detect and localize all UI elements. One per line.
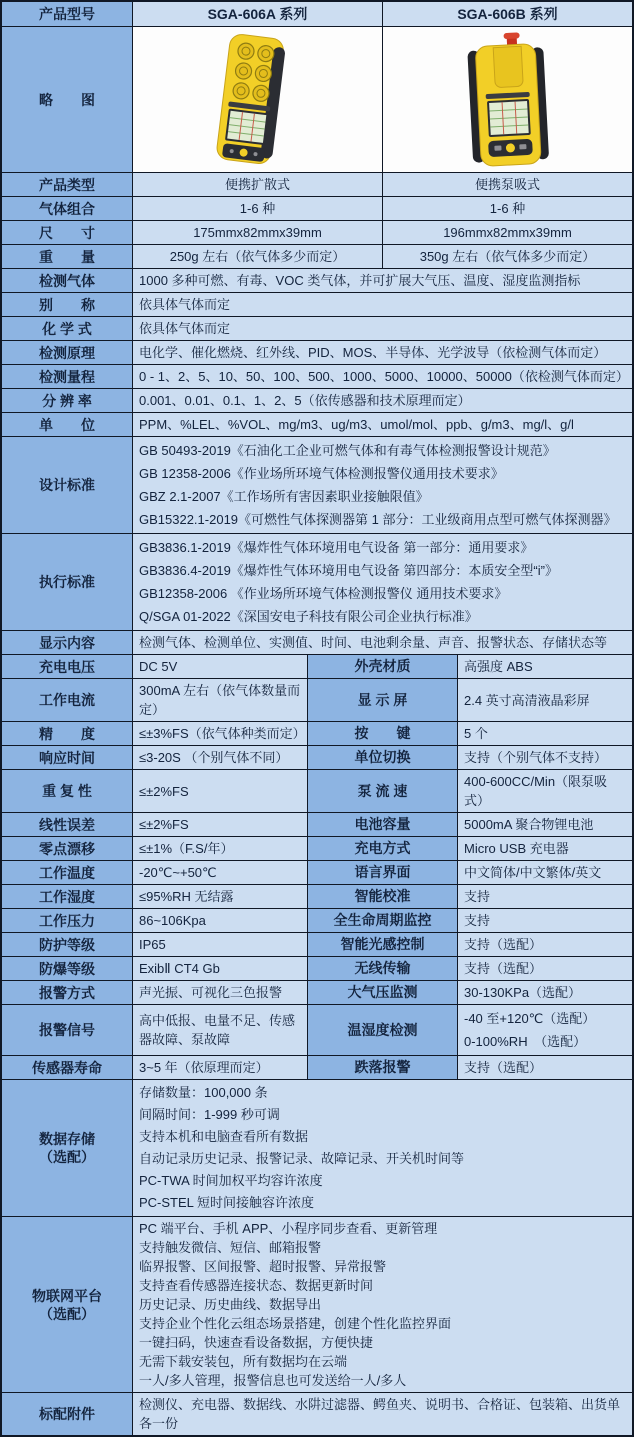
- table-row-display-content: [2, 630, 632, 654]
- table-row-resolution: [2, 388, 632, 412]
- row-label: 检测量程: [2, 365, 132, 388]
- header-series-b: SGA-606B 系列: [382, 2, 632, 26]
- row-label: 重 量: [2, 245, 132, 268]
- row-value: 0.001、0.01、0.1、1、2、5（依传感器和技术原理而定）: [132, 389, 632, 412]
- row-label: 检测原理: [2, 341, 132, 364]
- value-a: 便携扩散式: [132, 173, 382, 196]
- standard-line: GB3836.4-2019《爆炸性气体环境用电气设备 第四部分：本质安全型“i”》: [139, 563, 558, 578]
- row-value: 依具体气体而定: [132, 317, 632, 340]
- table-row-design-standards: [2, 436, 632, 533]
- iot-line: 支持查看传感器连接状态、数据更新时间: [139, 1278, 374, 1293]
- table-row-working-temperature: 工作温度 -20℃~+50℃ 语言界面 中文简体/中文繁体/英文: [2, 860, 632, 884]
- storage-label: 数据存储: [39, 1131, 95, 1147]
- table-row-exec-standards: [2, 533, 632, 630]
- table-row-alarm-mode: 报警方式 声光振、可视化三色报警 大气压监测 30-130KPa（选配）: [2, 980, 632, 1004]
- table-row-sensor-life: 传感器寿命 3~5 年（依原理而定） 跌落报警 支持（选配）: [2, 1055, 632, 1079]
- table-row-repeatability: 重 复 性 ≤±2%FS 泵 流 速 400-600CC/Min（限泵吸式）: [2, 769, 632, 812]
- storage-line: 支持本机和电脑查看所有数据: [139, 1129, 309, 1144]
- value-b: 196mmx82mmx39mm: [382, 221, 632, 244]
- row-label: [2, 1080, 132, 1216]
- storage-line: PC-STEL 短时间接触容许浓度: [139, 1195, 315, 1210]
- iot-line: 一键扫码，快速查看设备数据，方便快捷: [139, 1335, 374, 1350]
- table-row-iot-platform: [2, 1216, 632, 1392]
- table-row-gas-combination: [2, 196, 632, 220]
- table-row-accessories: [2, 1392, 632, 1435]
- row-label: 分 辨 率: [2, 389, 132, 412]
- table-row-detected-gases: [2, 268, 632, 292]
- iot-line: 历史记录、历史曲线、数据导出: [139, 1297, 322, 1312]
- table-row-charge-voltage: 充电电压 DC 5V 外壳材质 高强度 ABS: [2, 654, 632, 678]
- row-value: 电化学、催化燃烧、红外线、PID、MOS、半导体、光学波导（依检测气体而定）: [132, 341, 632, 364]
- table-row-accuracy: 精 度 ≤±3%FS（依气体种类而定） 按 键 5 个: [2, 721, 632, 745]
- table-row-detection-range: [2, 364, 632, 388]
- header-product-model: 产品型号: [2, 2, 132, 26]
- value-b: 1-6 种: [382, 197, 632, 220]
- temp-range-value: -40 至+120℃（选配）: [464, 1011, 596, 1026]
- row-value: PPM、%LEL、%VOL、mg/m3、ug/m3、umol/mol、ppb、g/m3、mg/l、g/l: [132, 413, 632, 436]
- iot-optional-tag: （选配）: [39, 1305, 95, 1322]
- row-label: [2, 1217, 132, 1392]
- iot-line: 临界报警、区间报警、超时报警、异常报警: [139, 1259, 387, 1274]
- row-value: 依具体气体而定: [132, 293, 632, 316]
- iot-line: PC 端平台、手机 APP、小程序同步查看、更新管理: [139, 1221, 438, 1236]
- table-row-working-current: 工作电流 300mA 左右（依气体数量而定） 显 示 屏 2.4 英寸高清液晶彩屏: [2, 678, 632, 721]
- table-row-alarm-signal: 报警信号 高中低报、电量不足、传感器故障、泵故障 温湿度检测 -40 至+120℃（选配） 0-100%RH （选配）: [2, 1004, 632, 1055]
- table-row-response-time: 响应时间 ≤3-20S （个别气体不同） 单位切换 支持（个别气体不支持）: [2, 745, 632, 769]
- table-row-chemical-formula: [2, 316, 632, 340]
- storage-optional-tag: （选配）: [39, 1149, 95, 1165]
- iot-line: 支持触发微信、短信、邮箱报警: [139, 1240, 322, 1255]
- table-row-working-humidity: 工作湿度 ≤95%RH 无结露 智能校准 支持: [2, 884, 632, 908]
- sketch-row: [2, 26, 632, 172]
- standard-line: Q/SGA 01-2022《深国安电子科技有限公司企业执行标准》: [139, 609, 478, 624]
- storage-feature-list: [132, 1080, 632, 1216]
- row-label: 尺 寸: [2, 221, 132, 244]
- table-row-weight: [2, 244, 632, 268]
- row-value: 0 - 1、2、5、10、50、100、500、1000、5000、10000、50000（依检测气体而定）: [132, 365, 632, 388]
- table-row-units: [2, 412, 632, 436]
- value-a: 1-6 种: [132, 197, 382, 220]
- iot-line: 无需下载安装包，所有数据均在云端: [139, 1354, 348, 1369]
- value-a: 250g 左右（依气体多少而定）: [132, 245, 382, 268]
- standard-line: GB 12358-2006《作业场所环境气体检测报警仪通用技术要求》: [139, 466, 504, 481]
- standard-line: GB15322.1-2019《可燃性气体探测器第 1 部分：工业级商用点型可燃气体探测器》: [139, 512, 617, 527]
- header-series-a: SGA-606A 系列: [132, 2, 382, 26]
- table-row-data-storage: [2, 1079, 632, 1216]
- pump-detector-illustration: [448, 31, 568, 169]
- standard-line: GB3836.1-2019《爆炸性气体环境用电气设备 第一部分：通用要求》: [139, 540, 534, 555]
- standard-line: GB12358-2006 《作业场所环境气体检测报警仪 通用技术要求》: [139, 586, 508, 601]
- storage-line: 自动记录历史记录、报警记录、故障记录、开关机时间等: [139, 1151, 465, 1166]
- table-row-working-pressure: 工作压力 86~106Kpa 全生命周期监控 支持: [2, 908, 632, 932]
- standard-line: GBZ 2.1-2007《工作场所有害因素职业接触限值》: [139, 489, 429, 504]
- row-label: 别 称: [2, 293, 132, 316]
- table-row-dimensions: [2, 220, 632, 244]
- iot-line: 支持企业个性化云组态场景搭建，创建个性化监控界面: [139, 1316, 452, 1331]
- row-label: 产品类型: [2, 173, 132, 196]
- design-standards-list: [132, 437, 632, 533]
- value-a: 175mmx82mmx39mm: [132, 221, 382, 244]
- iot-label: 物联网平台: [32, 1287, 102, 1304]
- row-value: 检测气体、检测单位、实测值、时间、电池剩余量、声音、报警状态、存储状态等: [132, 631, 632, 654]
- row-value: 1000 多种可燃、有毒、VOC 类气体，并可扩展大气压、温度、湿度监测指标: [132, 269, 632, 292]
- row-label: 气体组合: [2, 197, 132, 220]
- value-b: 便携泵吸式: [382, 173, 632, 196]
- table-row-alias: [2, 292, 632, 316]
- standard-line: GB 50493-2019《石油化工企业可燃气体和有毒气体检测报警设计规范》: [139, 443, 556, 458]
- table-row-protection-rating: 防护等级 IP65 智能光感控制 支持（选配）: [2, 932, 632, 956]
- table-row-linearity-error: 线性误差 ≤±2%FS 电池容量 5000mA 聚合物锂电池: [2, 812, 632, 836]
- row-value: 检测仪、充电器、数据线、水阱过滤器、鳄鱼夹、说明书、合格证、包装箱、出货单各一份: [132, 1393, 632, 1435]
- storage-line: 间隔时间：1-999 秒可调: [139, 1107, 280, 1122]
- table-row-detection-principle: [2, 340, 632, 364]
- row-label: 标配附件: [2, 1393, 132, 1435]
- value-b: 350g 左右（依气体多少而定）: [382, 245, 632, 268]
- row-label: 检测气体: [2, 269, 132, 292]
- sketch-label: 略 图: [2, 27, 132, 172]
- device-a-image: [132, 27, 382, 172]
- humidity-range-value: 0-100%RH （选配）: [464, 1034, 587, 1049]
- table-header-row: [2, 2, 632, 26]
- row-label: 单 位: [2, 413, 132, 436]
- table-row-product-type: [2, 172, 632, 196]
- row-label: 执行标准: [2, 534, 132, 630]
- row-label: 设计标准: [2, 437, 132, 533]
- storage-line: PC-TWA 时间加权平均容许浓度: [139, 1173, 323, 1188]
- table-row-explosion-proof: 防爆等级 ExibⅡ CT4 Gb 无线传输 支持（选配）: [2, 956, 632, 980]
- storage-line: 存储数量：100,000 条: [139, 1085, 268, 1100]
- iot-feature-list: [132, 1217, 632, 1392]
- row-label: 化 学 式: [2, 317, 132, 340]
- iot-line: 一人/多人管理，报警信息也可发送给一人/多人: [139, 1373, 407, 1388]
- device-b-image: [382, 27, 632, 172]
- exec-standards-list: [132, 534, 632, 630]
- diffusion-detector-illustration: [183, 31, 333, 169]
- row-label: 显示内容: [2, 631, 132, 654]
- table-row-zero-drift: 零点漂移 ≤±1%（F.S/年） 充电方式 Micro USB 充电器: [2, 836, 632, 860]
